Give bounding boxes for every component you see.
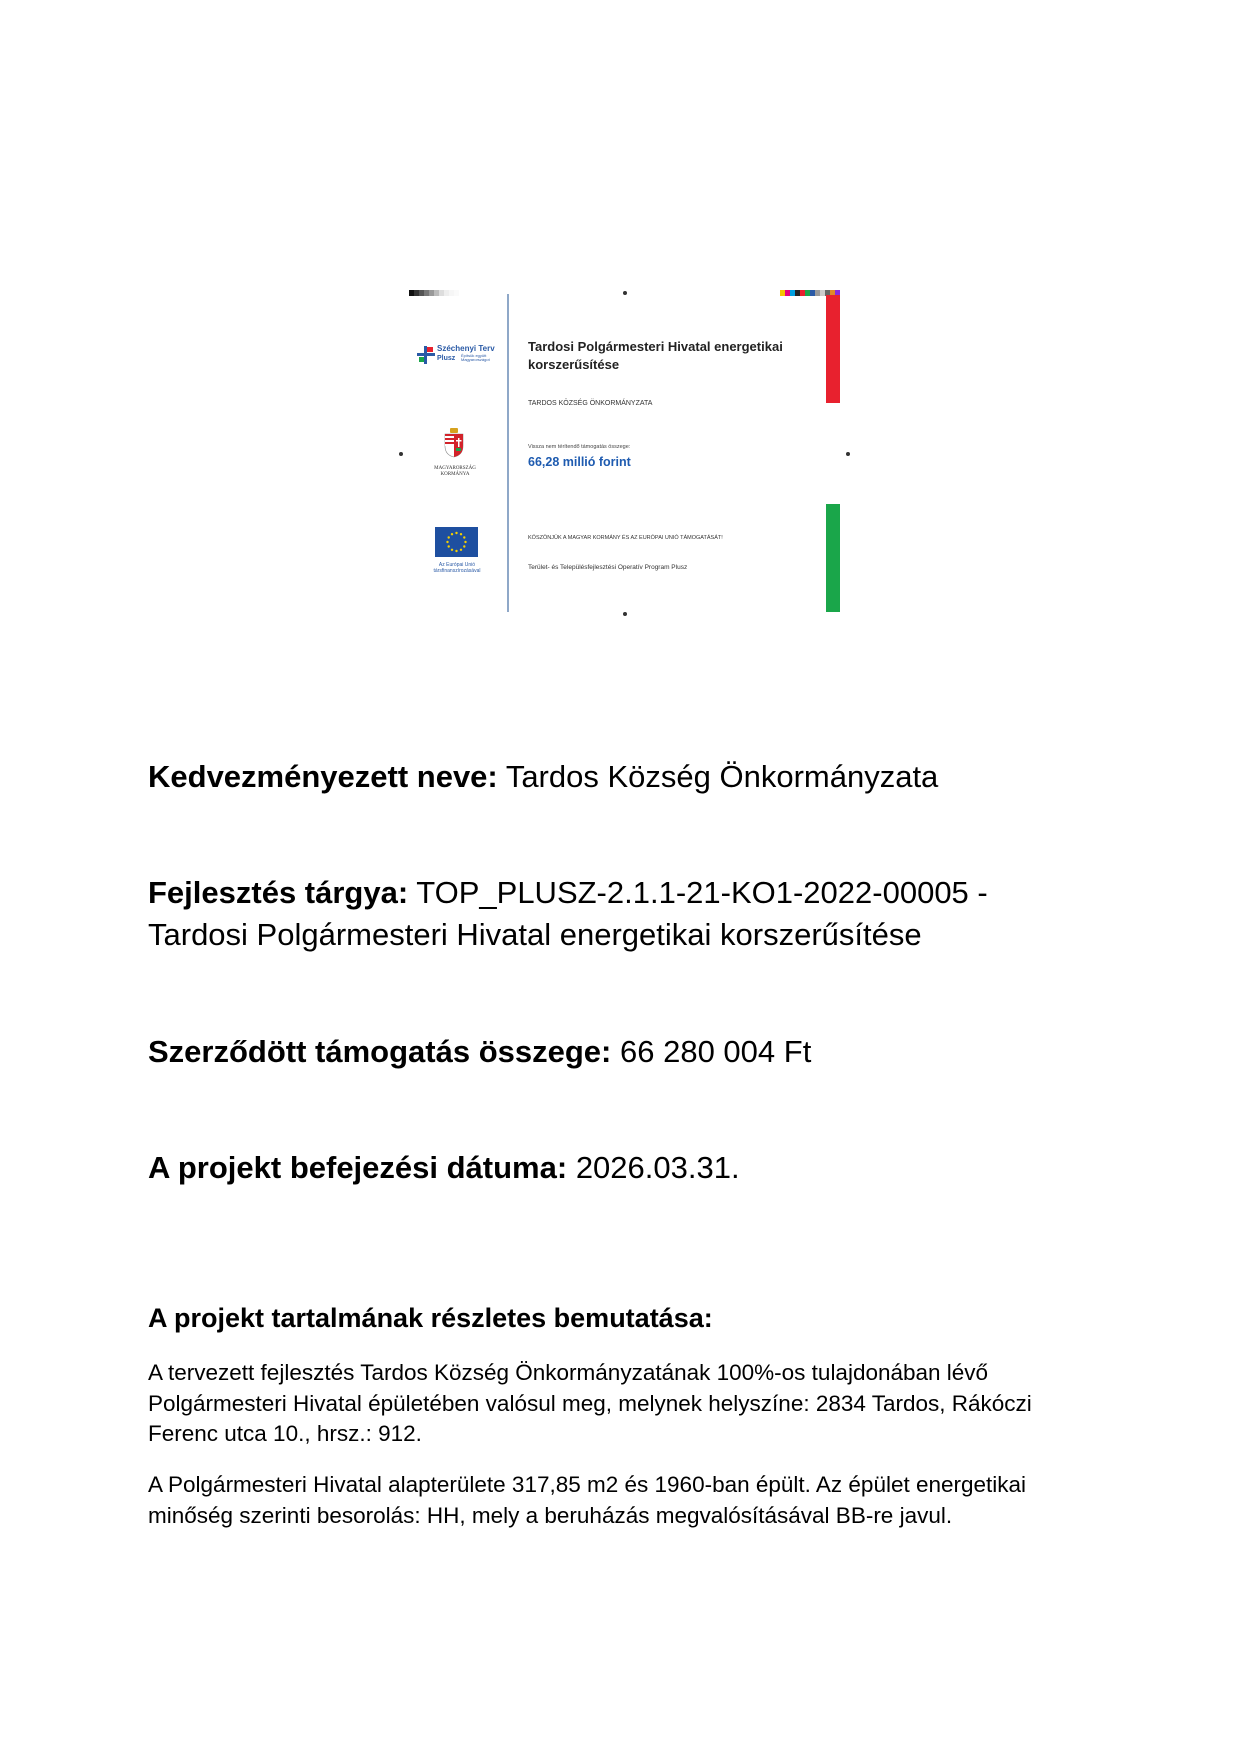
flag-bar-red <box>826 295 840 403</box>
poster-amount-label: Vissza nem térítendő támogatás összege: <box>528 444 631 450</box>
end-date-label: A projekt befejezési dátuma: <box>148 1150 568 1185</box>
szechenyi-terv-logo <box>415 342 505 372</box>
end-date-field <box>148 1147 1088 1189</box>
szechenyi-logo-tagline: Építsük együtt Magyarországot <box>461 353 490 362</box>
poster-divider <box>507 294 509 612</box>
szechenyi-logo-line2: Plusz <box>437 355 456 362</box>
details-title: A projekt tartalmának részletes bemutatása: <box>148 1303 713 1333</box>
poster-program: Terület- és Településfejlesztési Operatív Program Plusz <box>528 564 688 571</box>
poster-title: Tardosi Polgármesteri Hivatal energetikai korszerűsítése <box>528 339 783 372</box>
end-date-value: 2026.03.31. <box>575 1150 740 1185</box>
subject-label: Fejlesztés tárgya: <box>148 875 409 910</box>
poster-organization: TARDOS KÖZSÉG ÖNKORMÁNYZATA <box>528 400 653 407</box>
eu-logo-text: Az Európai Unió társfinanszírozásával <box>433 562 481 574</box>
project-poster <box>395 282 855 620</box>
subject-value: TOP_PLUSZ-2.1.1-21-KO1-2022-00005 - Tardosi Polgármesteri Hivatal energetikai korszerűsítése <box>148 875 988 952</box>
beneficiary-label: Kedvezményezett neve: <box>148 759 498 794</box>
subject-field <box>148 872 1088 956</box>
registration-dot <box>846 452 850 456</box>
details-paragraph-1: A tervezett fejlesztés Tardos Község Önkormányzatának 100%-os tulajdonában lévő Polgármesteri Hivatal épületében valósul meg, melynek helyszíne: 2834 Tardos, Rákóczi Ferenc utca 10., hrsz.: 912. <box>148 1360 1032 1446</box>
flag-bar-green <box>826 504 840 612</box>
poster-thanks: KÖSZÖNJÜK A MAGYAR KORMÁNY ÉS AZ EURÓPAI UNIÓ TÁMOGATÁSÁT! <box>528 535 723 541</box>
beneficiary-value: Tardos Község Önkormányzata <box>505 759 939 794</box>
registration-strip-gray <box>409 290 459 296</box>
grant-value: 66 280 004 Ft <box>620 1034 812 1069</box>
eu-flag-icon <box>435 527 478 557</box>
grant-field <box>148 1031 1088 1073</box>
registration-dot <box>623 612 627 616</box>
registration-dot <box>623 291 627 295</box>
details-paragraph-2: A Polgármesteri Hivatal alapterülete 317,85 m2 és 1960-ban épült. Az épület energetikai minőség szerinti besorolás: HH, mely a beruházás megvalósításával BB-re javul. <box>148 1472 1027 1528</box>
poster-amount: 66,28 millió forint <box>528 455 631 469</box>
szechenyi-logo-line1: Széchenyi Terv <box>437 344 495 353</box>
registration-dot <box>399 452 403 456</box>
government-logo-text: MAGYARORSZÁG KORMÁNYA <box>434 466 476 477</box>
beneficiary-field <box>148 756 1088 798</box>
grant-label: Szerződött támogatás összege: <box>148 1034 612 1069</box>
coat-of-arms-icon <box>443 428 465 458</box>
szechenyi-mark-icon <box>415 344 437 366</box>
